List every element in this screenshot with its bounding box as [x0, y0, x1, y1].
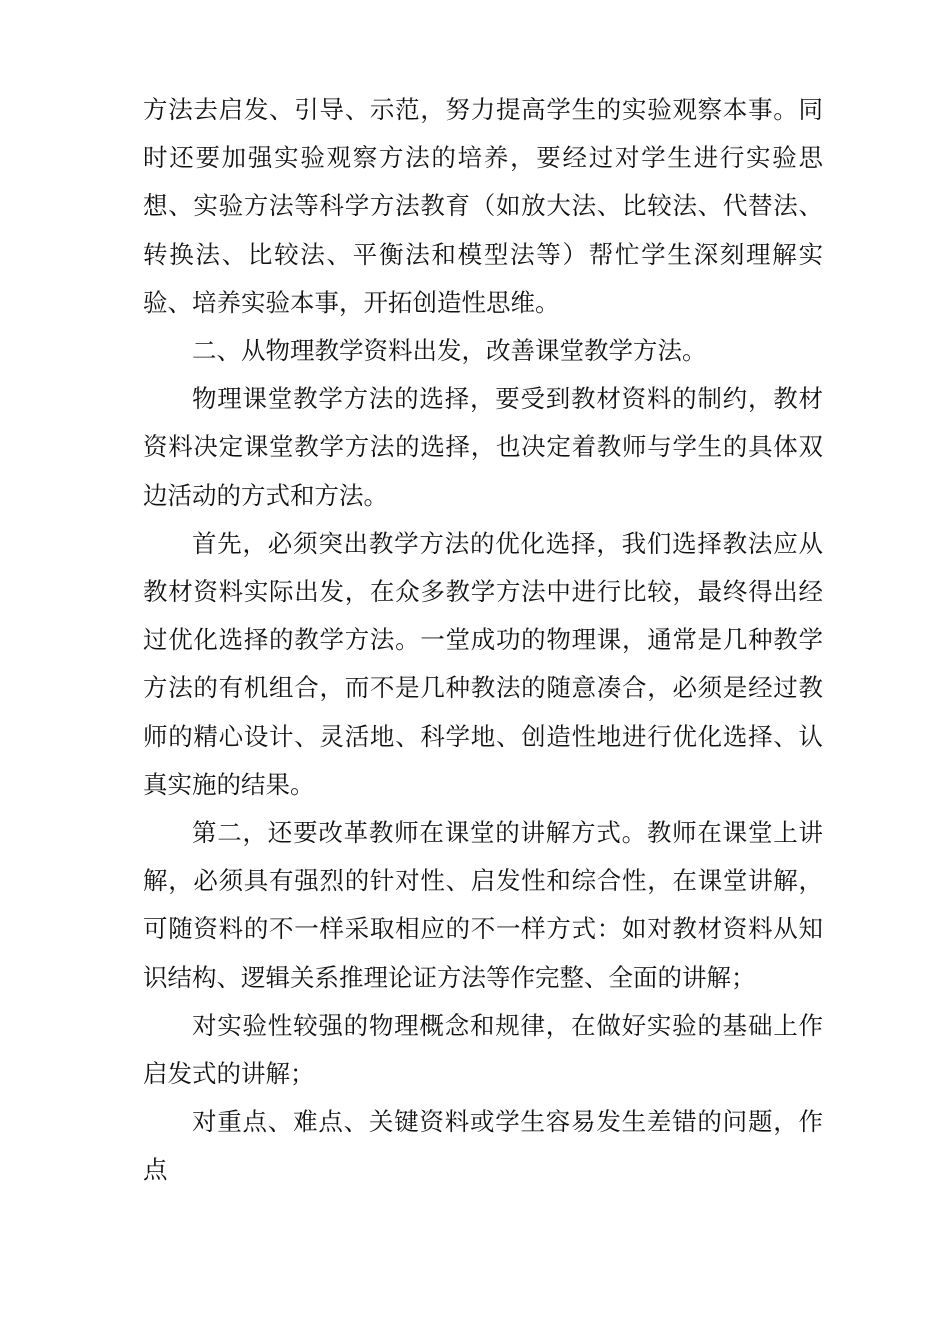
- paragraph-key-difficulties: 对重点、难点、关键资料或学生容易发生差错的问题，作点: [143, 1107, 823, 1185]
- document-body: [143, 86, 823, 1195]
- paragraph-first-point: 首先，必须突出教学方法的优化选择，我们选择教法应从教材资料实际出发，在众多教学方法中进行比较，最终得出经过优化选择的教学方法。一堂成功的物理课，通常是几种教学方法的有机组合，而不是几种教法的随意凑合，必须是经过教师的精心设计、灵活地、科学地、创造性地进行优化选择、认真实施的结果。: [143, 528, 823, 799]
- paragraph-second-point: 第二，还要改革教师在课堂的讲解方式。教师在课堂上讲解，必须具有强烈的针对性、启发性和综合性，在课堂讲解，可随资料的不一样采取相应的不一样方式：如对教材资料从知识结构、逻辑关系推理论证方法等作完整、全面的讲解；: [143, 818, 823, 992]
- section-heading-two: 二、从物理教学资料出发，改善课堂教学方法。: [192, 336, 707, 366]
- paragraph-method-selection: 物理课堂教学方法的选择，要受到教材资料的制约，教材资料决定课堂教学方法的选择，也决定着教师与学生的具体双边活动的方式和方法。: [143, 384, 823, 510]
- paragraph-experimental-concepts: 对实验性较强的物理概念和规律，在做好实验的基础上作启发式的讲解；: [143, 1010, 823, 1089]
- paragraph-continuation: 方法去启发、引导、示范，努力提高学生的实验观察本事。同时还要加强实验观察方法的培养，要经过对学生进行实验思想、实验方法等科学方法教育（如放大法、比较法、代替法、转换法、比较法、平衡法和模型法等）帮忙学生深刻理解实验、培养实验本事，开拓创造性思维。: [143, 95, 823, 317]
